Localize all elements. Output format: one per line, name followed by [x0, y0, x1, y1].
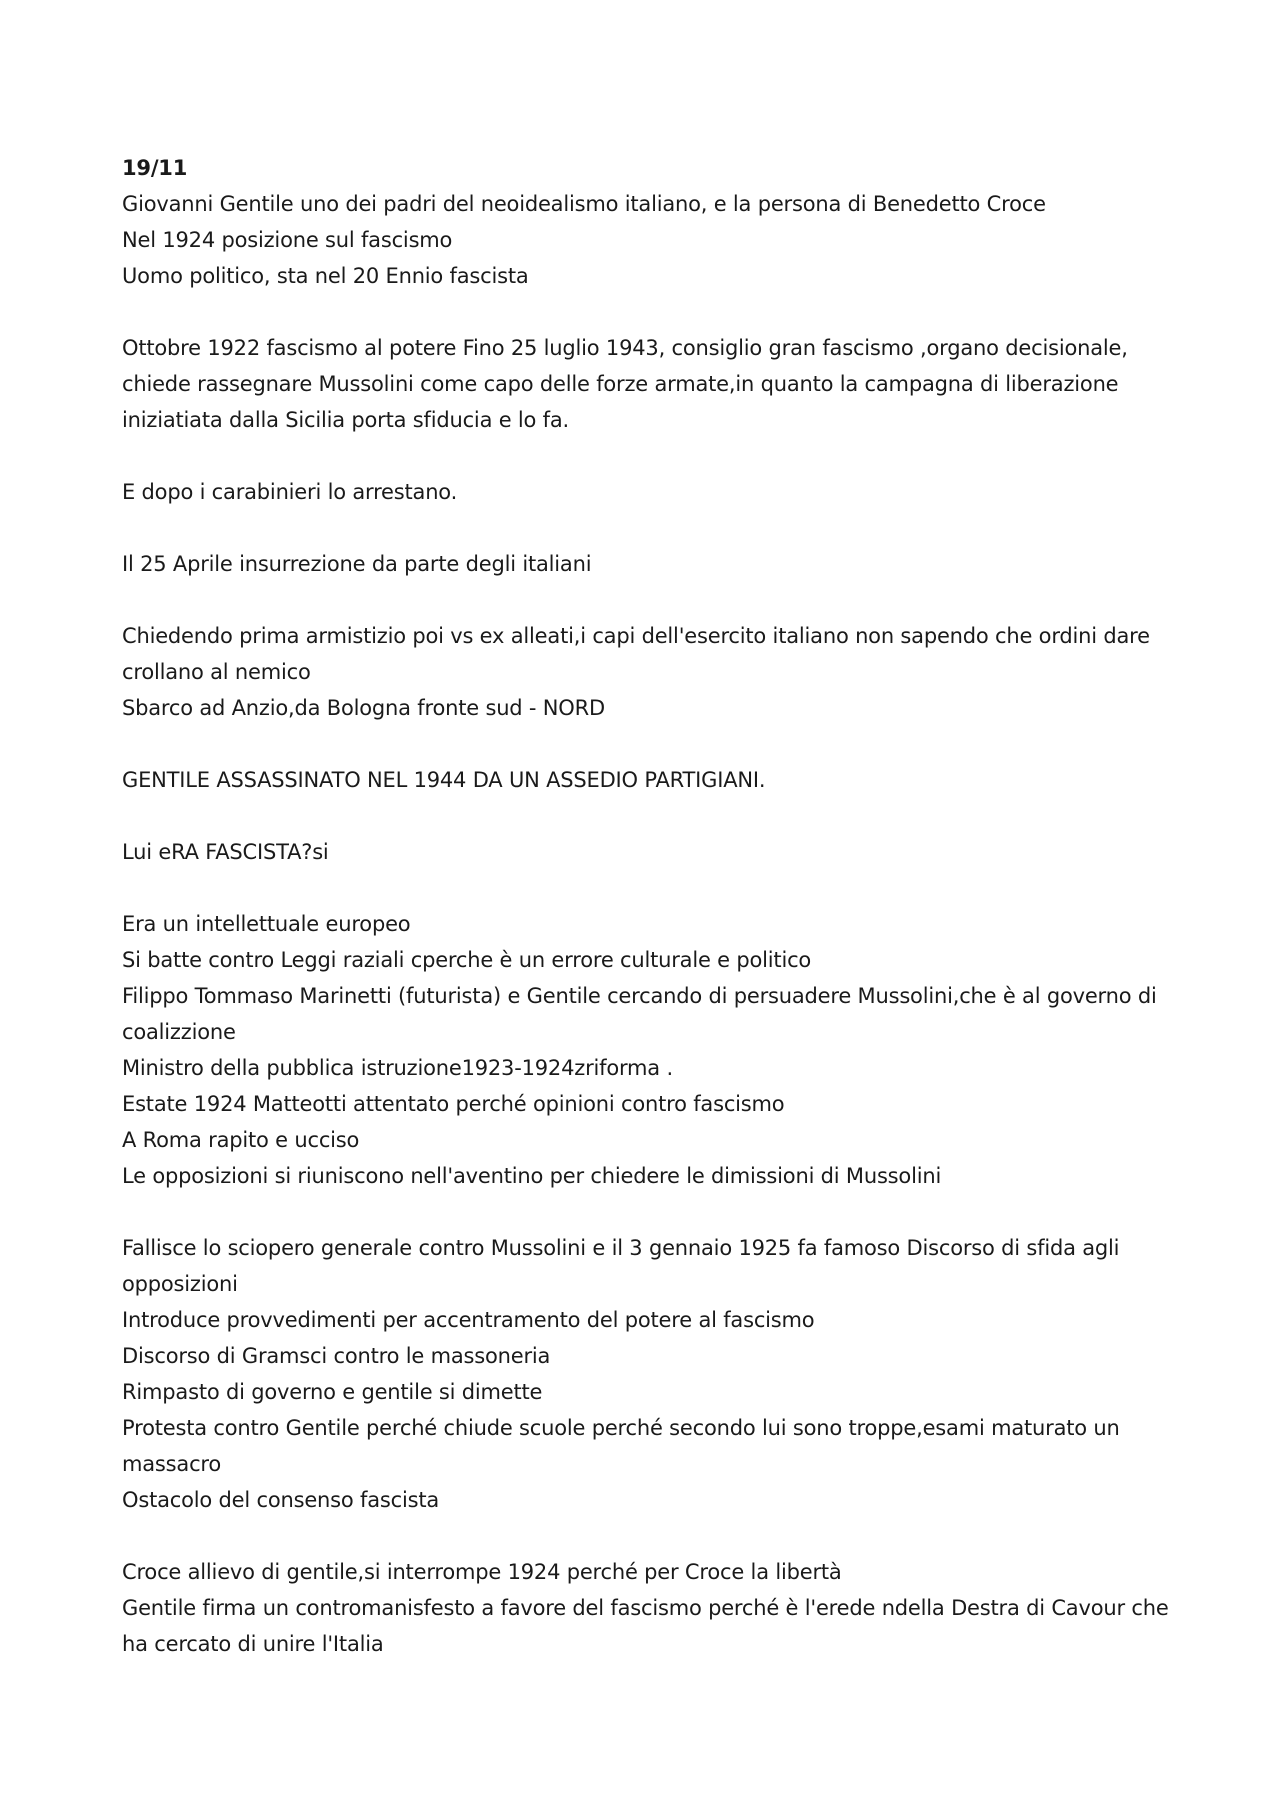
paragraph-7 [122, 834, 1182, 870]
text-line: Nel 1924 posizione sul fascismo [122, 228, 453, 252]
paragraph-8 [122, 906, 1182, 1194]
text-line: Introduce provvedimenti per accentramento del potere al fascismo [122, 1308, 815, 1332]
text-line: Giovanni Gentile uno dei padri del neoidealismo italiano, e la persona di Benedetto Croce [122, 192, 1046, 216]
text-line: Filippo Tommaso Marinetti (futurista) e Gentile cercando di persuadere Mussolini,che è al governo di coalizzione [122, 984, 1157, 1044]
text-line: Discorso di Gramsci contro le massoneria [122, 1344, 551, 1368]
text-line: Sbarco ad Anzio,da Bologna fronte sud - NORD [122, 696, 605, 720]
paragraph-10 [122, 1554, 1182, 1662]
text-line: Gentile firma un contromanisfesto a favore del fascismo perché è l'erede ndella Destra di Cavour che ha cercato di unire l'Italia [122, 1596, 1169, 1656]
text-line: Ministro della pubblica istruzione1923-1924zriforma . [122, 1056, 673, 1080]
note-date: 19/11 [122, 156, 188, 180]
text-line: Estate 1924 Matteotti attentato perché opinioni contro fascismo [122, 1092, 785, 1116]
paragraph-5 [122, 618, 1182, 726]
paragraph-3 [122, 474, 1182, 510]
paragraph-9 [122, 1230, 1182, 1518]
text-line: Il 25 Aprile insurrezione da parte degli italiani [122, 552, 592, 576]
text-line: Chiedendo prima armistizio poi vs ex alleati,i capi dell'esercito italiano non sapendo che ordini dare crollano al nemico [122, 624, 1150, 684]
text-line: Fallisce lo sciopero generale contro Mussolini e il 3 gennaio 1925 fa famoso Discorso di sfida agli opposizioni [122, 1236, 1120, 1296]
text-line: GENTILE ASSASSINATO NEL 1944 DA UN ASSEDIO PARTIGIANI. [122, 768, 766, 792]
paragraph-4 [122, 546, 1182, 582]
text-line: Croce allievo di gentile,si interrompe 1924 perché per Croce la libertà [122, 1560, 842, 1584]
document-page [122, 150, 1182, 1698]
paragraph-2 [122, 330, 1182, 438]
text-line: Ottobre 1922 fascismo al potere Fino 25 luglio 1943, consiglio gran fascismo ,organo decisionale, chiede rassegnare Mussolini come capo delle forze armate,in quanto la campagna di liberazione iniziatiata dalla Sicilia porta sfiducia e lo fa. [122, 336, 1128, 432]
paragraph-6 [122, 762, 1182, 798]
text-line: Le opposizioni si riuniscono nell'aventino per chiedere le dimissioni di Mussolini [122, 1164, 942, 1188]
text-line: Era un intellettuale europeo [122, 912, 411, 936]
text-line: A Roma rapito e ucciso [122, 1128, 360, 1152]
text-line: Protesta contro Gentile perché chiude scuole perché secondo lui sono troppe,esami maturato un massacro [122, 1416, 1120, 1476]
text-line: Si batte contro Leggi raziali cperche è un errore culturale e politico [122, 948, 812, 972]
text-line: Uomo politico, sta nel 20 Ennio fascista [122, 264, 529, 288]
text-line: Rimpasto di governo e gentile si dimette [122, 1380, 543, 1404]
paragraph-1 [122, 186, 1182, 294]
text-line: Lui eRA FASCISTA?si [122, 840, 329, 864]
text-line: E dopo i carabinieri lo arrestano. [122, 480, 458, 504]
text-line: Ostacolo del consenso fascista [122, 1488, 440, 1512]
